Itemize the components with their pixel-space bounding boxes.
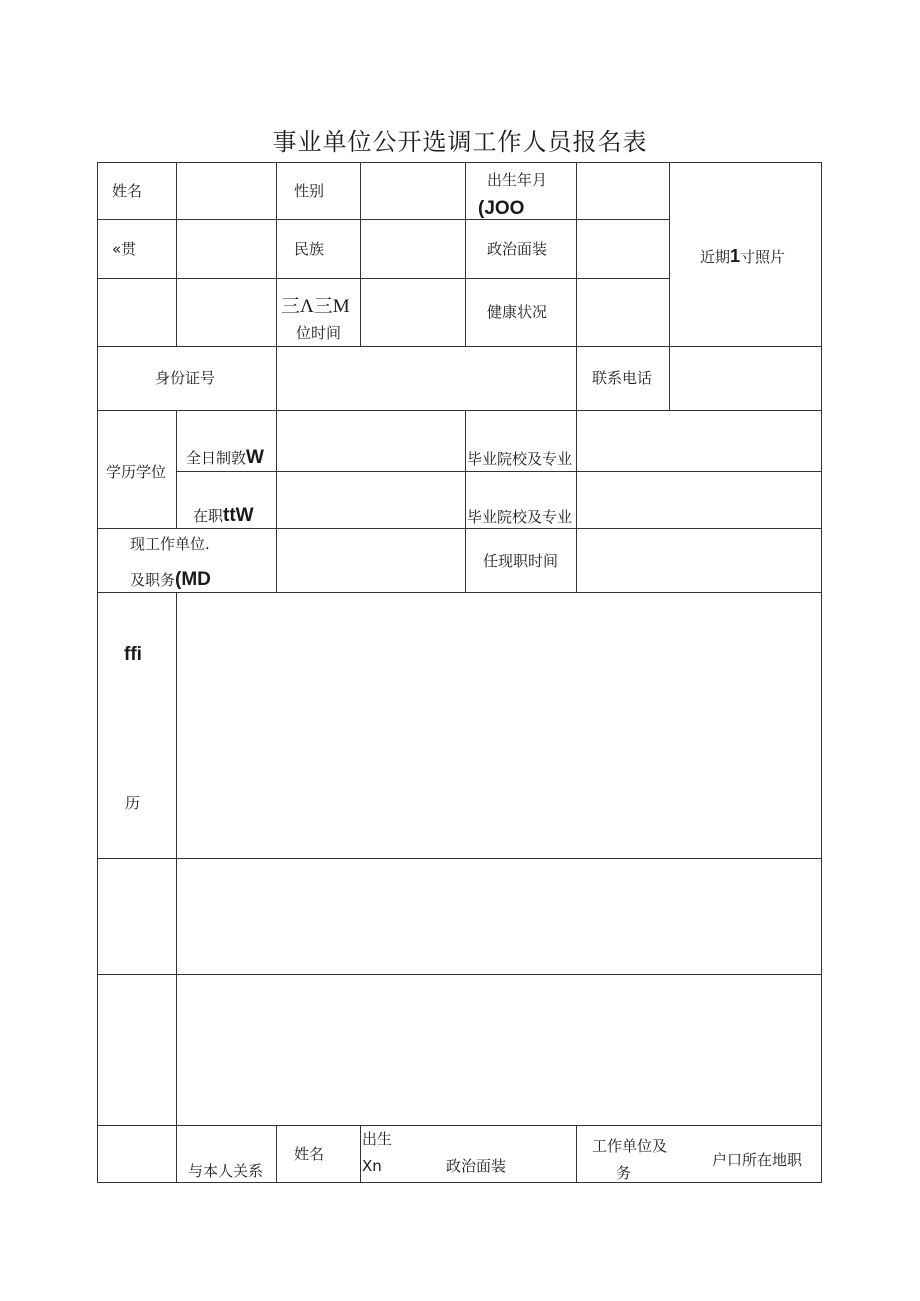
label-resume-b: 历 xyxy=(125,794,141,812)
label-gender: 性别 xyxy=(294,182,325,200)
label-family-relation: 与本人关系 xyxy=(188,1162,264,1180)
form-title: 事业单位公开选调工作人员报名表 xyxy=(272,128,648,156)
label-resume-a: ffi xyxy=(124,644,142,665)
label-grad-school-1: 毕业院校及专业 xyxy=(467,450,573,468)
grid-line xyxy=(176,592,177,1126)
grid-line xyxy=(97,1182,822,1183)
photo-label-num: 1 xyxy=(730,246,741,266)
label-political: 政治面装 xyxy=(487,240,548,258)
grid-line xyxy=(821,162,822,1183)
label-health: 健康状况 xyxy=(487,303,548,321)
fulltime-pre: 全日制敦 xyxy=(186,449,247,467)
fulltime-suffix: W xyxy=(246,447,264,468)
label-ethnic: 民族 xyxy=(294,240,325,258)
grid-line xyxy=(97,592,822,593)
label-family-work-a: 工作单位及 xyxy=(592,1137,668,1155)
label-photo xyxy=(700,247,785,265)
label-id-number: 身份证号 xyxy=(155,369,216,387)
label-birth-suffix: (JOO xyxy=(478,198,525,219)
label-education: 学历学位 xyxy=(106,463,167,481)
label-family-name: 姓名 xyxy=(294,1145,325,1163)
label-grad-school-2: 毕业院校及专业 xyxy=(467,508,573,526)
grid-line xyxy=(360,1125,361,1182)
grid-line xyxy=(465,410,466,592)
photo-label-pre: 近期 xyxy=(700,248,731,266)
label-current-work-a: 现工作单位. xyxy=(130,535,210,553)
grid-line xyxy=(97,410,822,411)
current-work-b-suffix: (MD xyxy=(175,569,211,590)
grid-line xyxy=(97,1125,822,1126)
label-family-political: 政治面装 xyxy=(446,1157,507,1175)
current-work-b-pre: 及职务 xyxy=(130,571,176,589)
grid-line xyxy=(176,410,177,528)
label-birth: 出生年月 xyxy=(487,171,548,189)
grid-line xyxy=(360,162,361,346)
grid-line xyxy=(276,1125,277,1182)
photo-label-post: 寸照片 xyxy=(740,248,786,266)
inservice-suffix: ttW xyxy=(223,505,254,526)
grid-line xyxy=(97,528,822,529)
grid-line xyxy=(669,162,670,410)
label-phone: 联系电话 xyxy=(592,369,653,387)
grid-line xyxy=(97,278,670,279)
grid-line xyxy=(465,162,466,346)
label-name: 姓名 xyxy=(112,182,143,200)
label-family-work-b: 务 xyxy=(616,1164,632,1182)
grid-line xyxy=(97,162,822,163)
grid-line xyxy=(97,219,670,220)
label-inservice xyxy=(193,506,254,525)
label-work-start-a: 三Λ三M xyxy=(281,296,350,317)
grid-line xyxy=(276,162,277,592)
label-native-place: «贯 xyxy=(112,240,137,258)
grid-line xyxy=(97,346,822,347)
label-fulltime xyxy=(186,448,264,467)
label-family-birth-b: Xn xyxy=(362,1157,382,1175)
label-work-start-b: 位时间 xyxy=(296,324,342,342)
grid-line xyxy=(176,1125,177,1182)
grid-line xyxy=(97,974,822,975)
grid-line xyxy=(576,162,577,592)
grid-line xyxy=(97,162,98,1183)
label-family-birth-a: 出生 xyxy=(362,1130,393,1148)
grid-line xyxy=(176,471,822,472)
grid-line xyxy=(576,1125,577,1182)
label-current-post-time: 任现职时间 xyxy=(483,552,559,570)
label-current-work-b xyxy=(130,570,211,589)
grid-line xyxy=(176,162,177,346)
label-family-hukou: 户口所在地职 xyxy=(712,1151,803,1169)
grid-line xyxy=(97,858,822,859)
inservice-pre: 在职 xyxy=(193,507,224,525)
